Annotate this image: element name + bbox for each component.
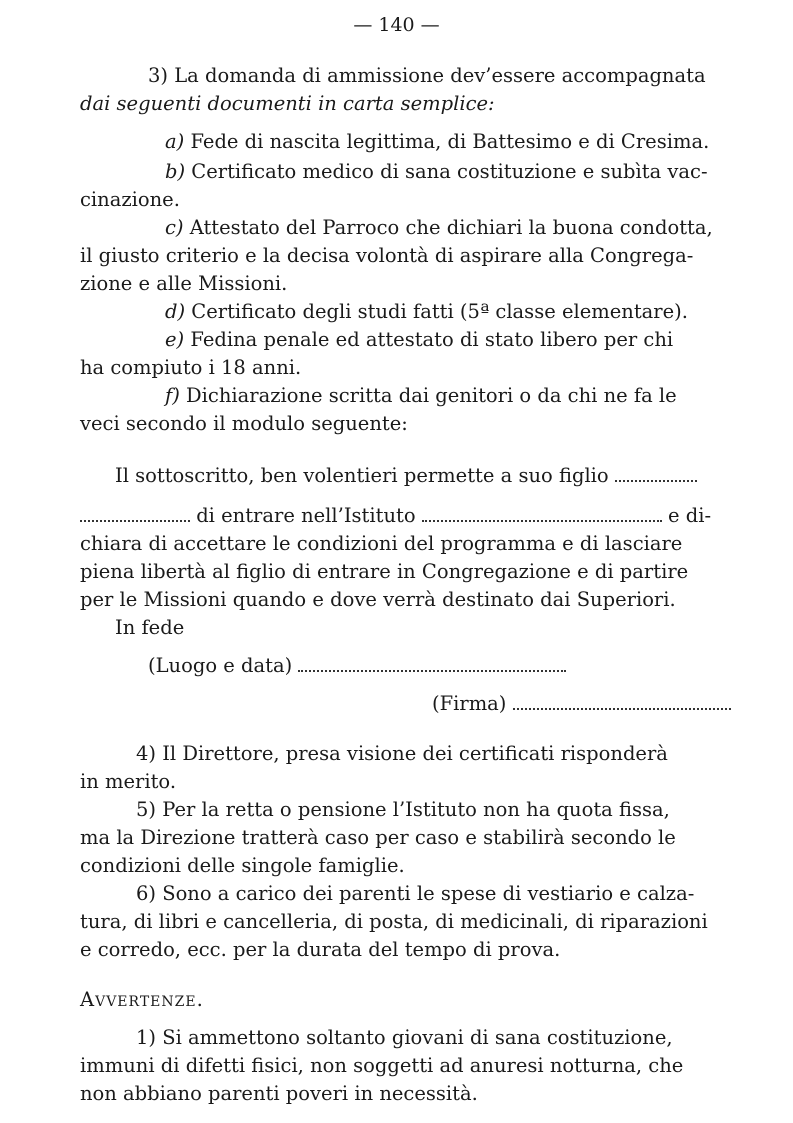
form-line-1-text: Il sottoscritto, ben volentieri permette a suo figlio: [115, 464, 609, 487]
item-b-line-2: cinazione.: [80, 188, 180, 211]
paragraph-6-line-1: 6) Sono a carico dei parenti le spese di vestiario e calza-: [136, 882, 695, 905]
item-d-text: Certificato degli studi fatti (5ª classe elementare).: [191, 300, 688, 323]
item-b-text: Certificato medico di sana costituzione e subìta vac-: [191, 160, 708, 183]
item-f-label: f): [165, 384, 180, 407]
form-line-5: per le Missioni quando e dove verrà destinato dai Superiori.: [80, 588, 676, 611]
item-e: [165, 326, 673, 354]
son-name-blank: [615, 462, 697, 482]
form-line-2-text: di entrare nell’Istituto: [196, 504, 416, 527]
in-fede: In fede: [115, 616, 185, 639]
institute-blank: [422, 502, 662, 522]
paragraph-6-line-3: e corredo, ecc. per la durata del tempo di prova.: [80, 938, 561, 961]
date-blank: [80, 502, 190, 522]
luogo-data-line: [148, 652, 566, 680]
item-e-line-2: ha compiuto i 18 anni.: [80, 356, 302, 379]
avvertenze-heading: Avvertenze.: [80, 988, 204, 1011]
paragraph-4-line-2: in merito.: [80, 770, 177, 793]
form-line-3: chiara di accettare le condizioni del programma e di lasciare: [80, 532, 683, 555]
paragraph-5-line-2: ma la Direzione tratterà caso per caso e stabilirà secondo le: [80, 826, 676, 849]
item-c-label: c): [165, 216, 184, 239]
item-c-text: Attestato del Parroco che dichiari la buona condotta,: [189, 216, 713, 239]
item-a-label: a): [165, 130, 185, 153]
luogo-data-blank: [298, 652, 566, 672]
item-f-text: Dichiarazione scritta dai genitori o da chi ne fa le: [186, 384, 677, 407]
paragraph-5-line-1: 5) Per la retta o pensione l’Istituto non ha quota fissa,: [136, 798, 670, 821]
item-b-label: b): [165, 160, 186, 183]
item-a-text: Fede di nascita legittima, di Battesimo e di Cresima.: [190, 130, 710, 153]
firma-blank: [513, 690, 731, 710]
item-b: [165, 158, 708, 186]
paragraph-3-line-2: dai seguenti documenti in carta semplice:: [80, 92, 495, 115]
form-line-2: [80, 502, 711, 530]
page-number: — 140 —: [353, 14, 440, 36]
item-e-text: Fedina penale ed attestato di stato libero per chi: [190, 328, 674, 351]
item-c-line-3: zione e alle Missioni.: [80, 272, 288, 295]
paragraph-4-line-1: 4) Il Direttore, presa visione dei certificati risponderà: [136, 742, 668, 765]
avvertenze-1-line-1: 1) Si ammettono soltanto giovani di sana costituzione,: [136, 1026, 673, 1049]
form-line-2-end: e di-: [668, 504, 712, 527]
paragraph-6-line-2: tura, di libri e cancelleria, di posta, di medicinali, di riparazioni: [80, 910, 708, 933]
paragraph-3-line-1: 3) La domanda di ammissione dev’essere accompagnata: [148, 64, 706, 87]
form-line-1: [115, 462, 697, 490]
item-e-label: e): [165, 328, 185, 351]
luogo-data-label: (Luogo e data): [148, 654, 293, 677]
item-f: [165, 382, 677, 410]
item-d-label: d): [165, 300, 186, 323]
item-c-line-2: il giusto criterio e la decisa volontà di aspirare alla Congrega-: [80, 244, 694, 267]
firma-label: (Firma): [432, 692, 507, 715]
firma-line: [432, 690, 731, 718]
form-line-4: piena libertà al figlio di entrare in Congregazione e di partire: [80, 560, 689, 583]
avvertenze-1-line-3: non abbiano parenti poveri in necessità.: [80, 1082, 478, 1105]
avvertenze-1-line-2: immuni di difetti fisici, non soggetti ad anuresi notturna, che: [80, 1054, 684, 1077]
item-f-line-2: veci secondo il modulo seguente:: [80, 412, 408, 435]
item-c: [165, 214, 713, 242]
item-d: [165, 298, 688, 326]
item-a: [165, 128, 709, 156]
paragraph-5-line-3: condizioni delle singole famiglie.: [80, 854, 405, 877]
